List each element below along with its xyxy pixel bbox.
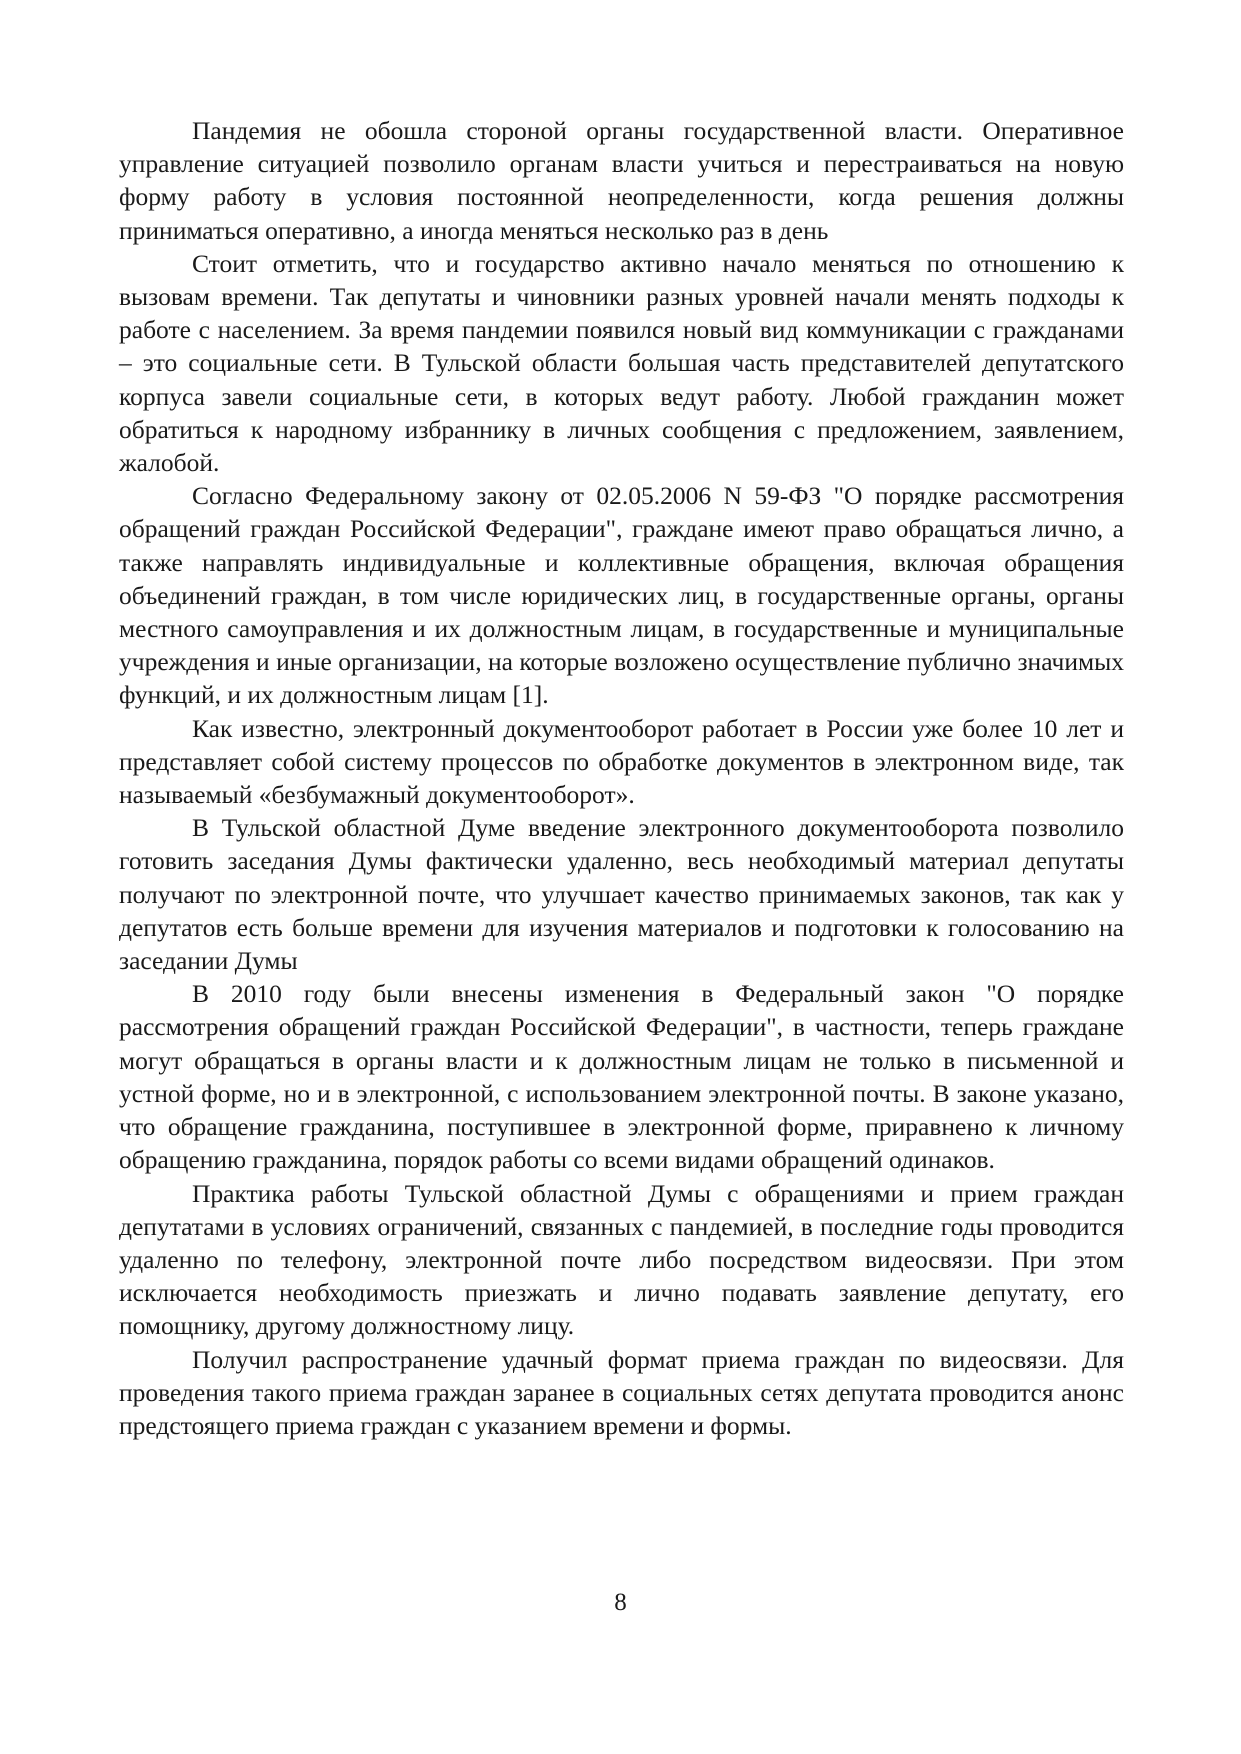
paragraph: Практика работы Тульской областной Думы с обращениями и прием граждан депутатами в условиях ограничений, связанных с пандемией, в последние годы проводится удаленно по телефону, электронной почте либо посредством видеосвязи. При этом исключается необходимость приезжать и лично подавать заявление депутату, его помощнику, другому должностному лицу. (119, 1178, 1124, 1341)
paragraph: В 2010 году были внесены изменения в Федеральный закон "О порядке рассмотрения обращений граждан Российской Федерации", в частности, теперь граждане могут обращаться в органы власти и к должностным лицам не только в письменной и устной форме, но и в электронной, с использованием электронной почты. В законе указано, что обращение гражданина, поступившее в электронной форме, приравнено к личному обращению гражданина, порядок работы со всеми видами обращений одинаков. (119, 979, 1124, 1175)
document-body (119, 114, 1124, 1442)
paragraph: Как известно, электронный документооборот работает в России уже более 10 лет и представляет собой систему процессов по обработке документов в электронном виде, так называемый «безбумажный документооборот». (119, 713, 1124, 810)
paragraph: Пандемия не обошла стороной органы государственной власти. Оперативное управление ситуацией позволило органам власти учиться и перестраиваться на новую форму работу в условия постоянной неопределенности, когда решения должны приниматься оперативно, а иногда меняться несколько раз в день (119, 116, 1124, 245)
page-number: 8 (614, 1589, 627, 1616)
paragraph: Получил распространение удачный формат приема граждан по видеосвязи. Для проведения такого приема граждан заранее в социальных сетях депутата проводится анонс предстоящего приема граждан с указанием времени и формы. (119, 1344, 1124, 1440)
paragraph: Согласно Федеральному закону от 02.05.2006 N 59-ФЗ "О порядке рассмотрения обращений граждан Российской Федерации", граждане имеют право обращаться лично, а также направлять индивидуальные и коллективные обращения, включая обращения объединений граждан, в том числе юридических лиц, в государственные органы, органы местного самоуправления и их должностным лицам, в государственные и муниципальные учреждения и иные организации, на которые возложено осуществление публично значимых функций, и их должностным лицам [1]. (119, 481, 1124, 710)
paragraph: В Тульской областной Думе введение электронного документооборота позволило готовить заседания Думы фактически удаленно, весь необходимый материал депутаты получают по электронной почте, что улучшает качество принимаемых законов, так как у депутатов есть больше времени для изучения материалов и подготовки к голосованию на заседании Думы (119, 813, 1124, 976)
paragraph: Стоит отметить, что и государство активно начало меняться по отношению к вызовам времени. Так депутаты и чиновники разных уровней начали менять подходы к работе с населением. За время пандемии появился новый вид коммуникации с гражданами – это социальные сети. В Тульской области большая часть представителей депутатского корпуса завели социальные сети, в которых ведут работу. Любой гражданин может обратиться к народному избраннику в личных сообщения с предложением, заявлением, жалобой. (119, 248, 1124, 478)
